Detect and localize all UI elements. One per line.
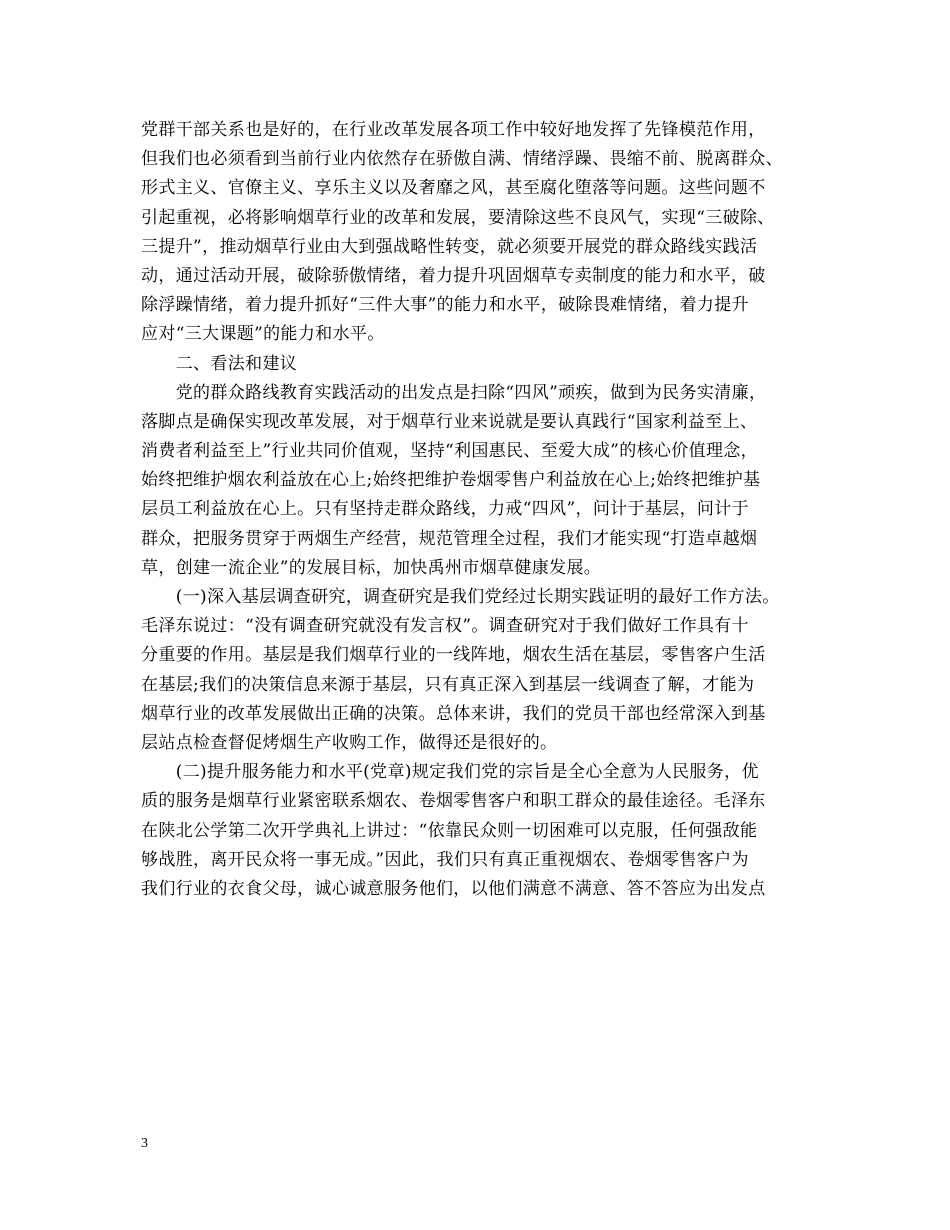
text-line: 动，通过活动开展，破除骄傲情绪，着力提升巩固烟草专卖制度的能力和水平，破 <box>141 265 766 286</box>
text-line: 层员工利益放在心上。只有坚持走群众路线，力戒“四风”，问计于基层，问计于 <box>141 499 749 520</box>
text-line: 三提升”，推动烟草行业由大到强战略性转变，就必须要开展党的群众路线实践活 <box>141 236 758 257</box>
document-body <box>141 116 831 904</box>
text-line: 够战胜，离开民众将一事无成。”因此，我们只有真正重视烟农、卷烟零售客户为 <box>141 849 749 870</box>
text-line: 质的服务是烟草行业紧密联系烟农、卷烟零售客户和职工群众的最佳途径。毛泽东 <box>141 791 766 812</box>
text-line: 除浮躁情绪，着力提升抓好“三件大事”的能力和水平，破除畏难情绪，着力提升 <box>141 295 749 316</box>
text-line: 我们行业的衣食父母，诚心诚意服务他们，以他们满意不满意、答不答应为出发点 <box>141 878 766 899</box>
text-line: 但我们也必须看到当前行业内依然存在骄傲自满、情绪浮躁、畏缩不前、脱离群众、 <box>141 149 783 170</box>
text-line: 层站点检查督促烤烟生产收购工作，做得还是很好的。 <box>141 732 558 753</box>
text-line: 消费者利益至上”行业共同价值观，坚持“利国惠民、至爱大成”的核心价值理念， <box>141 441 759 462</box>
text-line: 分重要的作用。基层是我们烟草行业的一线阵地，烟农生活在基层，零售客户生活 <box>141 645 766 666</box>
section-heading: 二、看法和建议 <box>141 353 298 374</box>
text-line: (二)提升服务能力和水平(党章)规定我们党的宗旨是全心全意为人民服务，优 <box>141 762 759 783</box>
text-line: 群众，把服务贯穿于两烟生产经营，规范管理全过程，我们才能实现“打造卓越烟 <box>141 528 758 549</box>
text-line: 始终把维护烟农利益放在心上;始终把维护卷烟零售户利益放在心上;始终把维护基 <box>141 470 761 491</box>
text-line: 党的群众路线教育实践活动的出发点是扫除“四风”顽疾，做到为民务实清廉， <box>141 382 767 403</box>
text-line: 在基层;我们的决策信息来源于基层，只有真正深入到基层一线调查了解，才能为 <box>141 674 755 695</box>
text-line: 毛泽东说过：“没有调查研究就没有发言权”。调查研究对于我们做好工作具有十 <box>141 616 749 637</box>
text-line: 形式主义、官僚主义、享乐主义以及奢靡之风，甚至腐化堕落等问题。这些问题不 <box>141 178 766 199</box>
text-line: 党群干部关系也是好的，在行业改革发展各项工作中较好地发挥了先锋模范作用， <box>141 120 766 140</box>
text-line: 草，创建一流企业”的发展目标，加快禹州市烟草健康发展。 <box>141 557 602 578</box>
text-line: 在陕北公学第二次开学典礼上讲过：“依靠民众则一切困难可以克服，任何强敌能 <box>141 820 758 841</box>
page-number: 3 <box>141 1136 148 1151</box>
text-line: 引起重视，必将影响烟草行业的改革和发展，要清除这些不良风气，实现“三破除、 <box>141 207 775 228</box>
text-line: 烟草行业的改革发展做出正确的决策。总体来讲，我们的党员干部也经常深入到基 <box>141 703 766 724</box>
text-line: 落脚点是确保实现改革发展，对于烟草行业来说就是要认真践行“国家利益至上、 <box>141 411 758 432</box>
text-line: (一)深入基层调查研究，调查研究是我们党经过长期实践证明的最好工作方法。 <box>141 587 780 607</box>
text-line: 应对“三大课题”的能力和水平。 <box>141 324 385 345</box>
